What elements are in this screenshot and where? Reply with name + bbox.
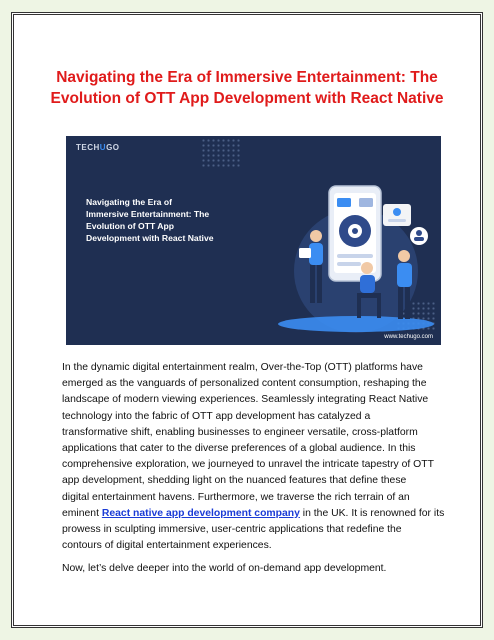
- react-native-company-link[interactable]: React native app development company: [101, 507, 300, 519]
- text-line: contours of digital entertainment experiences.: [62, 540, 272, 552]
- banner-title: [86, 196, 236, 244]
- ott-illustration: [271, 176, 436, 336]
- logo-text-mark: U: [99, 143, 107, 152]
- text-line: technology into the fabric of OTT app development has catalyzed a: [62, 410, 371, 422]
- paragraph-1: [62, 360, 445, 554]
- hero-banner-image: [66, 136, 441, 345]
- paragraph-2: Now, let’s delve deeper into the world of on-demand app development.: [62, 563, 387, 575]
- text-line: In the dynamic digital entertainment realm, Over-the-Top (OTT) platforms have: [62, 362, 423, 373]
- document-page: [11, 12, 483, 628]
- techugo-logo: [76, 143, 120, 152]
- body-text: [62, 360, 445, 585]
- dot-pattern: [201, 138, 241, 168]
- text-line: prowess in sculpting immersive, user-centric applications that redefine the: [62, 524, 402, 536]
- text-line: landscape of modern viewing experiences. Seamlessly integrating React Native: [62, 394, 429, 406]
- text-line: app development, shedding light on the nuanced features that define these: [62, 475, 407, 487]
- link-prefix: eminent: [62, 507, 102, 519]
- text-line: applications that cater to the diverse preferences of a global audience. In this: [62, 443, 416, 455]
- banner-title-line: Development with React Native: [86, 233, 214, 243]
- title-line-2: Evolution of OTT App Development with React Native: [50, 90, 444, 107]
- link-suffix: in the UK. It is renowned for its: [299, 507, 445, 519]
- title-line-1: Navigating the Era of Immersive Entertainment: The: [56, 69, 438, 86]
- text-line: emerged as the vanguards of personalized content consumption, reshaping the: [62, 378, 427, 390]
- banner-title-line: Immersive Entertainment: The: [86, 209, 210, 219]
- banner-url: www.techugo.com: [384, 334, 433, 340]
- text-line: digital entertainment havens. Furthermore, we traverse the rich terrain of an: [62, 491, 410, 503]
- text-line: transformative shift, enabling businesses to engineer versatile, cross-platform: [62, 426, 418, 438]
- banner-title-line: Navigating the Era of: [86, 197, 172, 207]
- text-line: comprehensive exploration, we journeyed to unravel the intricate tapestry of OTT: [62, 459, 434, 471]
- banner-title-line: Evolution of OTT App: [86, 221, 174, 231]
- logo-text-suffix: GO: [106, 143, 120, 152]
- document-title: [34, 67, 460, 109]
- logo-text-prefix: TECH: [76, 143, 100, 152]
- text-line-with-link: [62, 506, 445, 522]
